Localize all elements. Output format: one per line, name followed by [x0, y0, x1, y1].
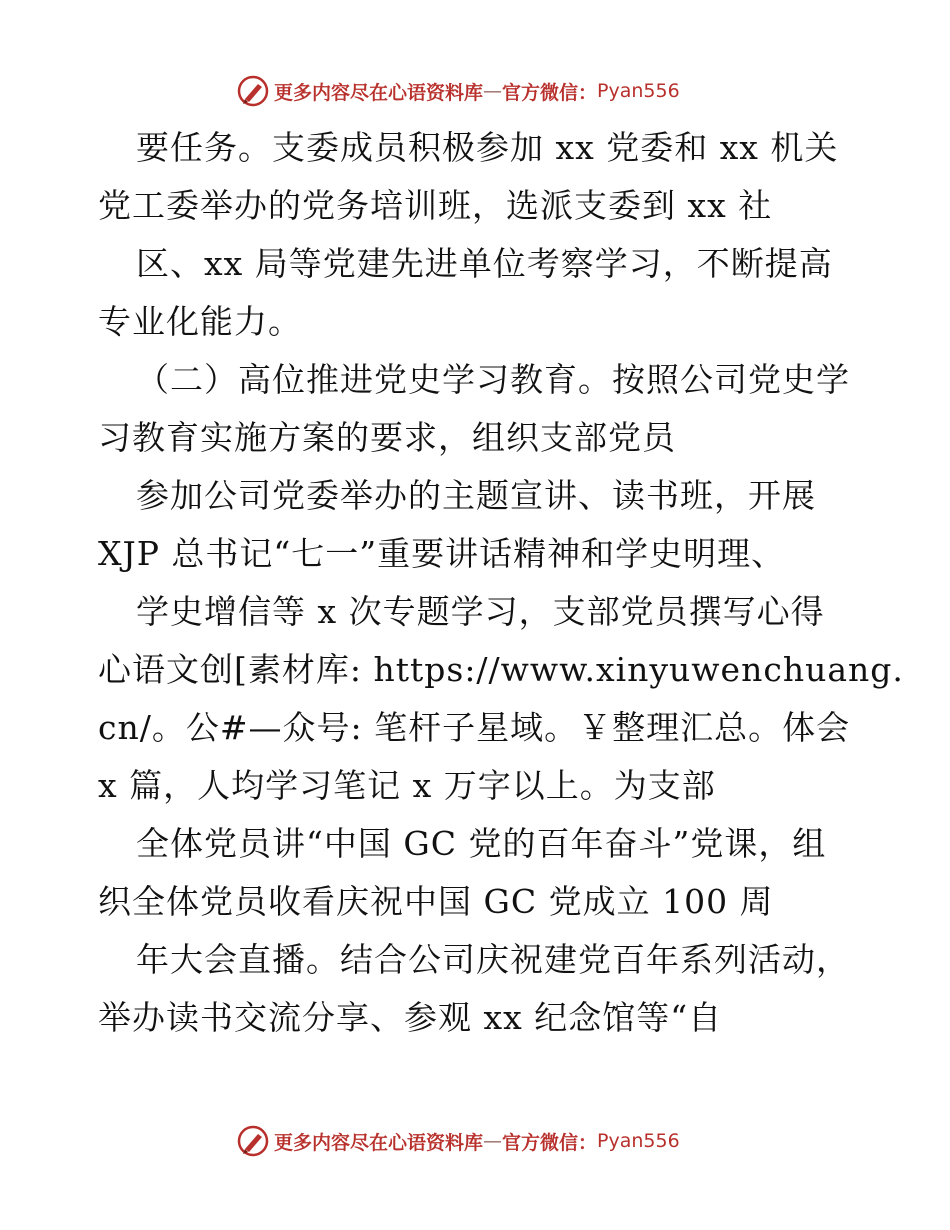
- footer-watermark: [236, 1124, 680, 1158]
- body-line: 学史增信等 x 次专题学习，支部党员撰写心得: [136, 592, 825, 631]
- body-line: x 篇，人均学习笔记 x 万字以上。为支部: [98, 766, 716, 805]
- body-line: 织全体党员收看庆祝中国 GC 党成立 100 周: [98, 882, 774, 921]
- header-watermark: [236, 74, 680, 108]
- body-line: XJP 总书记“七一”重要讲话精神和学史明理、: [98, 534, 786, 573]
- body-line: 年大会直播。结合公司庆祝建党百年系列活动，: [136, 940, 850, 979]
- body-line: 要任务。支委成员积极参加 xx 党委和 xx 机关: [136, 128, 839, 167]
- watermark-wechat-id: Pyan556: [597, 1130, 680, 1152]
- watermark-site-text: 更多内容尽在心语资料库: [274, 81, 484, 104]
- body-line: 举办读书交流分享、参观 xx 纪念馆等“自: [98, 998, 723, 1037]
- body-line: 参加公司党委举办的主题宣讲、读书班，开展: [136, 476, 816, 515]
- watermark-wechat-id: Pyan556: [597, 80, 680, 102]
- watermark-dash: —: [483, 1130, 503, 1152]
- pen-circle-logo-icon: [236, 1124, 270, 1158]
- watermark-wechat-label: 官方微信：: [502, 81, 598, 104]
- watermark-site-text: 更多内容尽在心语资料库: [274, 1131, 484, 1154]
- watermark-wechat-label: 官方微信：: [502, 1131, 598, 1154]
- body-line: 全体党员讲“中国 GC 党的百年奋斗”党课，组: [136, 824, 827, 863]
- body-line: 区、xx 局等党建先进单位考察学习，不断提高: [136, 244, 833, 283]
- watermark-dash: —: [483, 80, 503, 102]
- body-line: cn/。公#—众号: 笔杆子星域。￥整理汇总。体会: [98, 708, 851, 747]
- body-line: （二）高位推进党史学习教育。按照公司党史学: [136, 360, 850, 399]
- body-line: 党工委举办的党务培训班，选派支委到 xx 社: [98, 186, 773, 225]
- pen-circle-logo-icon: [236, 74, 270, 108]
- body-line: 专业化能力。: [98, 302, 302, 341]
- body-line: 习教育实施方案的要求，组织支部党员: [98, 418, 676, 457]
- body-line: 心语文创[素材库: https://www.xinyuwenchuang.: [98, 650, 904, 689]
